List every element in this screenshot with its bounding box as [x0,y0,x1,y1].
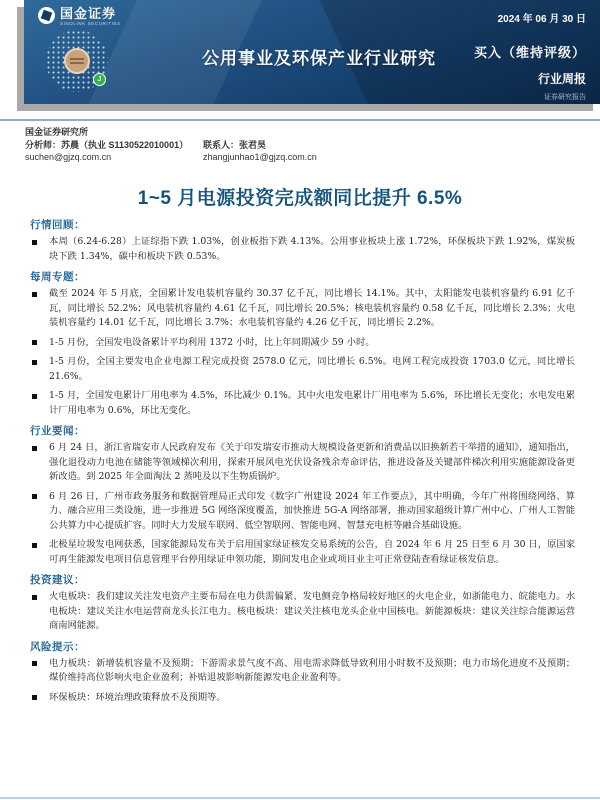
bullet-square-icon [32,360,37,365]
list-item [30,389,575,418]
bullet-square-icon [32,240,37,245]
header-divider [0,119,600,121]
bullet-text: 1-5 月份，全国发电设备累计平均利用 1372 小时，比上年同期减少 59 小时。 [49,336,375,348]
section-heading-market-review: 行情回顾： [30,219,85,231]
sinolink-logo-icon [38,7,55,24]
bullet-square-icon [32,543,37,548]
report-series-title: 公用事业及环保产业行业研究 [202,49,436,68]
header-banner [24,0,600,104]
rating-badge: 买入（维持评级） [473,45,586,60]
bullet-square-icon [32,394,37,399]
brand-name: 国金证券 [60,6,117,21]
list-item [30,538,575,567]
bullet-text: 火电板块：我们建议关注发电资产主要布局在电力供需偏紧、发电侧竞争格局较好地区的火电企业，如浙能电力、皖能电力。水电板块：建议关注水电运营商龙头长江电力。核电板块：建议关注核电龙头企业中国核电。新能源板块：建议关注综合能源运营商南网能源。 [49,591,575,631]
report-type-label: 行业周报 [537,72,586,86]
list-item [30,441,575,485]
brand-name-en: SINOLINK SECURITIES [60,21,121,26]
bullet-text: 电力板块：新增装机容量不及预期；下游需求景气度不高、用电需求降低导致利用小时数不及预期；电力市场化进度不及预期；煤价维持高位影响火电企业盈利；补贴退坡影响新能源发电企业盈利等。 [49,657,575,683]
section-heading-weekly-topic: 每周专题： [30,271,85,283]
list-item [30,691,575,706]
report-tag-label: 证券研究报告 [544,94,586,101]
section-heading-industry-news: 行业要闻： [30,425,85,437]
list-item [30,235,575,264]
bullet-text: 1-5 月份，全国主要发电企业电源工程完成投资 2578.0 亿元，同比增长 6.5%。电网工程完成投资 1703.0 亿元，同比增长 21.6%。 [49,356,575,382]
contact-line: 联系人：张君昊 [203,140,267,150]
analyst-block [25,126,317,163]
page-title: 1~5 月电源投资完成额同比提升 6.5% [137,188,463,209]
report-date: 2024 年 06 月 30 日 [497,14,586,25]
report-body [30,214,575,710]
bullet-text: 截至 2024 年 5 月底，全国累计发电装机容量约 30.37 亿千瓦，同比增长 14.1%。其中，太阳能发电装机容量约 6.91 亿千瓦，同比增长 52.2%；风电装机容量约 4.61 亿千瓦，同比增长 20.5%；核电装机容量约 0.58 亿千瓦，同比增长 2.3%；火电装机容量约 14.01 亿千瓦，同比增长 3.7%；水电装机容量约 4.26 亿千瓦，同比增长 2.2%。 [49,288,575,328]
bullet-text: 6 月 24 日，浙江省瑞安市人民政府发布《关于印发瑞安市推动大规模设备更新和消费品以旧换新若干举措的通知》，通知指出，强化退役动力电池在储能等领域梯次利用，探索开展风电光伏设备残余寿命评估，推进设备及关键部件梯次利用实施能源设备更新改造。到 2025 年全面淘汰 2 蒸吨及以下生物质锅炉。 [49,442,575,482]
seal-center-icon [64,48,90,74]
institute-name: 国金证券研究所 [25,127,89,137]
bullet-square-icon [32,494,37,499]
list-item [30,336,575,351]
bullet-text: 本周（6.24-6.28）上证综指下跌 1.03%，创业板指下跌 4.13%。公用事业板块上涨 1.72%，环保板块下跌 1.92%，煤炭板块下跌 1.34%，碳中和板块下跌 0.53%。 [49,236,575,262]
bullet-square-icon [32,446,37,451]
list-item [30,355,575,384]
analyst-line: 分析师：苏晨（执业 S1130522010001） [25,140,189,150]
bullet-text: 环保板块：环境治理政策释放不及预期等。 [49,691,226,703]
footer-divider [0,797,600,799]
wechat-badge-icon: J [93,73,106,86]
list-item [30,657,575,686]
bullet-square-icon [32,340,37,345]
qr-seal-stamp [46,30,108,92]
analyst-email-link[interactable]: suchen@gjzq.com.cn [25,152,112,162]
list-item [30,287,575,331]
bullet-text: 1-5 月，全国发电累计厂用电率为 4.5%，环比减少 0.1%。其中火电发电累计厂用电率为 5.6%，环比增长无变化；水电发电累计厂用电率为 0.6%，环比无变化。 [49,390,575,416]
bullet-square-icon [32,661,37,666]
bullet-square-icon [32,595,37,600]
list-item [30,490,575,534]
section-heading-investment-advice: 投资建议： [30,574,85,586]
bullet-square-icon [32,695,37,700]
bullet-text: 6 月 26 日，广州市政务服务和数据管理局正式印发《数字广州建设 2024 年工作要点》，其中明确，今年广州将围绕网络、算力、融合应用三类设施，进一步推进 5G 网络深度覆盖，加快推进 5G-A 网络部署，推动国家超级计算广州中心、广州人工智能公共算力中心提质扩容。同时大力发展车联网、低空智联网、智能电网、智慧充电桩等融合基础设施。 [49,490,575,531]
bullet-text: 北极星垃圾发电网获悉，国家能源局发布关于启用国家绿证核发交易系统的公告，自 2024 年 6 月 25 日至 6 月 30 日，原国家可再生能源发电项目信息管理平台停用绿证申领功能，期间发电企业或项目业主可正常登陆查看绿证核发信息。 [49,539,575,565]
contact-email-link[interactable]: zhangjunhao1@gjzq.com.cn [203,152,317,162]
brand-logo [38,7,121,27]
list-item [30,590,575,634]
section-heading-risk-warning: 风险提示： [30,640,85,653]
bullet-square-icon [32,292,37,297]
